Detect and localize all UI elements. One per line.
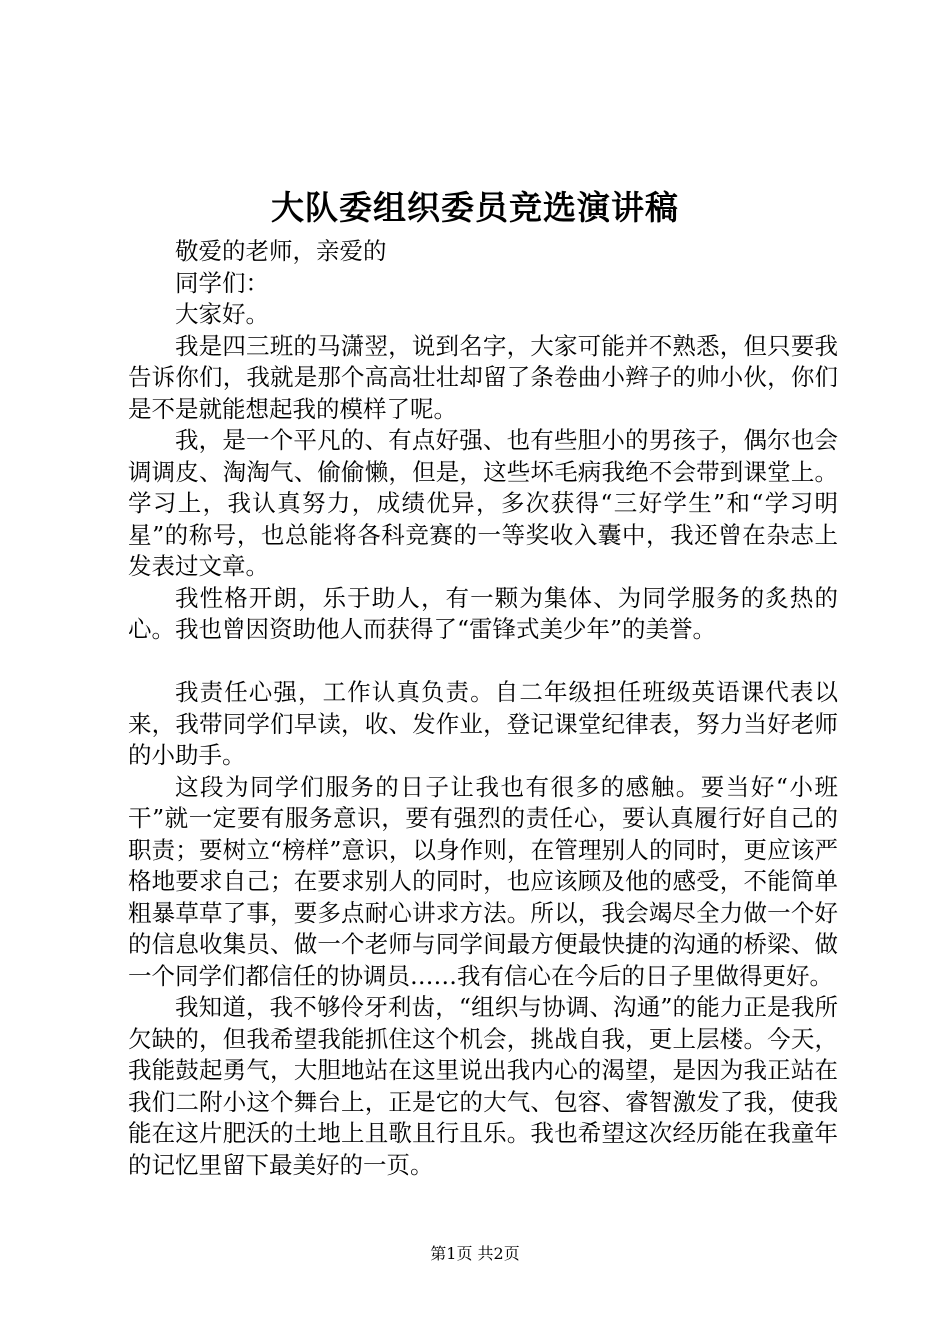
page-number-footer: 第1页 共2页 [430,1244,520,1263]
paragraph-reflection: 这段为同学们服务的日子让我也有很多的感触。要当好“小班干”就一定要有服务意识，要有强烈的责任心，要认真履行好自己的职责；要树立“榜样”意识，以身作则，在管理别人的同时，更应该严格地要求自己；在要求别人的同时，也应该顾及他的感受，不能简单粗暴草草了事，要多点耐心讲求方法。所以，我会竭尽全力做一个好的信息收集员、做一个老师与同学间最方便最快捷的沟通的桥梁、做一个同学们都信任的协调员……我有信心在今后的日子里做得更好。 [128,772,838,990]
paragraph-greeting-2: 同学们： [175,268,269,297]
document-body [128,236,838,1181]
paragraph-conclusion: 我知道，我不够伶牙利齿，“组织与协调、沟通”的能力正是我所欠缺的，但我希望我能抓住这个机会，挑战自我，更上层楼。今天，我能鼓起勇气，大胆地站在这里说出我内心的渴望，是因为我正站在我们二附小这个舞台上，正是它的大气、包容、睿智激发了我，使我能在这片肥沃的土地上且歌且行且乐。我也希望这次经历能在我童年的记忆里留下最美好的一页。 [128,993,838,1179]
paragraph-character: 我性格开朗，乐于助人，有一颗为集体、为同学服务的炙热的心。我也曾因资助他人而获得了“雷锋式美少年”的美誉。 [128,583,838,643]
paragraph-greeting-1: 敬爱的老师，亲爱的 [175,237,387,265]
paragraph-introduction: 我是四三班的马潇翌，说到名字，大家可能并不熟悉，但只要我告诉你们，我就是那个高高壮壮却留了条卷曲小辫子的帅小伙，你们是不是就能想起我的模样了呢。 [128,331,838,423]
paragraph-responsibility: 我责任心强，工作认真负责。自二年级担任班级英语课代表以来，我带同学们早读，收、发作业，登记课堂纪律表，努力当好老师的小助手。 [128,678,838,769]
document-title: 大队委组织委员竞选演讲稿 [271,188,679,227]
paragraph-greeting-3: 大家好。 [175,300,269,328]
paragraph-personality: 我，是一个平凡的、有点好强、也有些胆小的男孩子，偶尔也会调调皮、淘淘气、偷偷懒，但是，这些坏毛病我绝不会带到课堂上。学习上，我认真努力，成绩优异，多次获得“三好学生”和“学习明星”的称号，也总能将各科竞赛的一等奖收入囊中，我还曾在杂志上发表过文章。 [128,426,838,580]
